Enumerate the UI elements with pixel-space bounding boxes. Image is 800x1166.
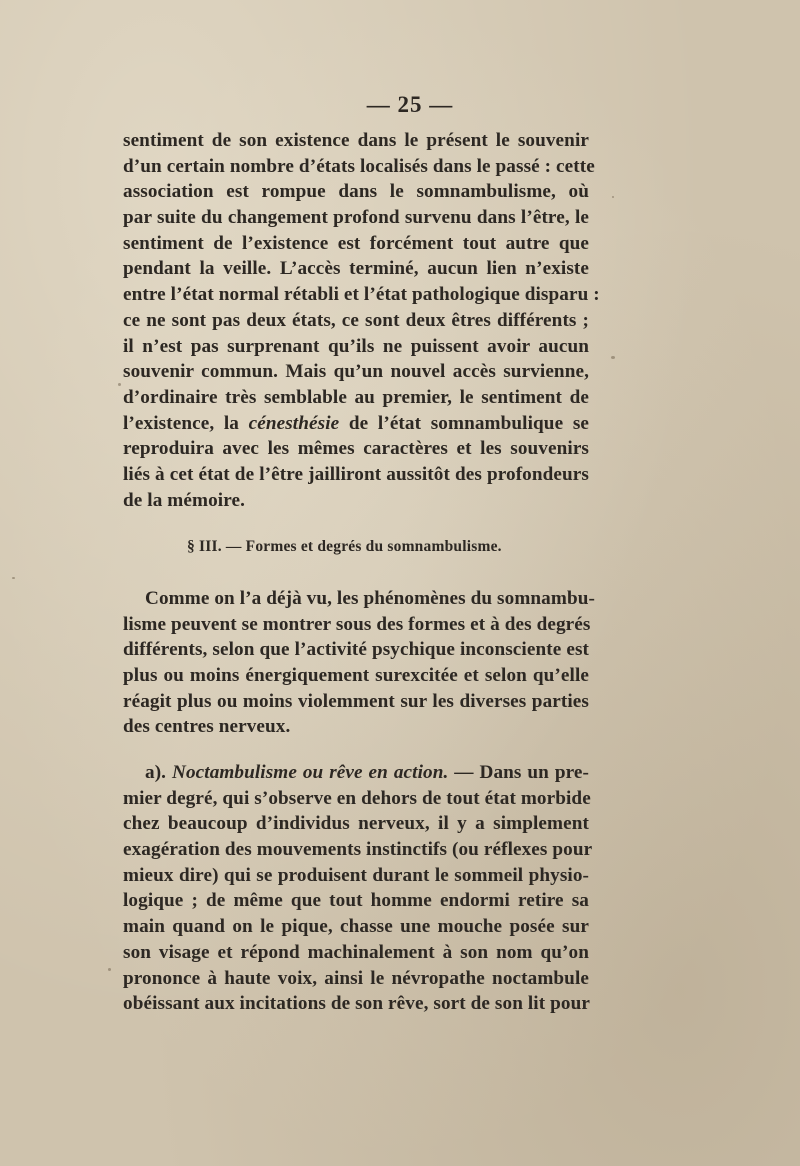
text-line: mieux dire) qui se produisent durant le sommeil physio- bbox=[123, 864, 589, 886]
text-line: Comme on l’a déjà vu, les phénomènes du somnambu- bbox=[145, 588, 595, 609]
text-line: d’un certain nombre d’états localisés dans le passé : cette bbox=[123, 155, 595, 177]
text-line: souvenir commun. Mais qu’un nouvel accès survienne, bbox=[123, 361, 589, 383]
text-line: d’ordinaire très semblable au premier, le sentiment de bbox=[123, 386, 589, 408]
text-line: pendant la veille. L’accès terminé, aucun lien n’existe bbox=[123, 258, 589, 280]
text-line: prononce à haute voix, ainsi le névropathe noctambule bbox=[123, 967, 589, 989]
text-line: des centres nerveux. bbox=[123, 716, 291, 738]
text-line: il n’est pas surprenant qu’ils ne puissent avoir aucun bbox=[123, 335, 589, 357]
paper-speck bbox=[118, 383, 121, 386]
text-line: sentiment de son existence dans le présent le souvenir bbox=[123, 130, 589, 151]
text-line: exagération des mouvements instinctifs (ou réflexes pour bbox=[123, 839, 593, 861]
text-line: de la mémoire. bbox=[123, 489, 245, 511]
section-heading: § III. — Formes et degrés du somnambulisme. bbox=[187, 538, 502, 555]
text-line: réagit plus ou moins violemment sur les diverses parties bbox=[123, 690, 589, 712]
text-line: par suite du changement profond survenu dans l’être, le bbox=[123, 207, 589, 229]
paper-speck bbox=[611, 356, 615, 359]
text-line-with-italic bbox=[123, 760, 589, 786]
paragraph-1 bbox=[123, 128, 600, 513]
text-fragment: l’existence, la bbox=[123, 412, 249, 434]
text-line: logique ; de même que tout homme endormi retire sa bbox=[123, 890, 589, 912]
text-line: chez beaucoup d’individus nerveux, il y a simplement bbox=[123, 813, 589, 835]
text-line: association est rompue dans le somnambulisme, où bbox=[123, 181, 589, 203]
text-line: main quand on le pique, chasse une mouche posée sur bbox=[123, 916, 589, 938]
text-line: sentiment de l’existence est forcément tout autre que bbox=[123, 232, 589, 254]
italic-term: cénesthésie bbox=[248, 412, 340, 434]
text-fragment: de l’état somnambulique se bbox=[339, 412, 590, 434]
text-line: différents, selon que l’activité psychique inconsciente est bbox=[123, 639, 589, 661]
italic-title: Noctambulisme ou rêve en action. bbox=[172, 762, 449, 783]
text-line: reproduira avec les mêmes caractères et les souvenirs bbox=[123, 438, 589, 460]
text-line: liés à cet état de l’être jailliront aussitôt des profondeurs bbox=[123, 463, 589, 485]
text-line-with-italic bbox=[123, 411, 589, 437]
paper-speck bbox=[612, 196, 614, 198]
text-line: mier degré, qui s’observe en dehors de tout état morbide bbox=[123, 787, 591, 809]
text-line: ce ne sont pas deux états, ce sont deux êtres différents ; bbox=[123, 309, 589, 331]
text-fragment: — Dans un pre- bbox=[448, 762, 589, 783]
text-line: son visage et répond machinalement à son nom qu’on bbox=[123, 941, 589, 963]
paper-speck bbox=[12, 577, 15, 579]
text-line: entre l’état normal rétabli et l’état pathologique disparu : bbox=[123, 284, 600, 306]
text-line: plus ou moins énergiquement surexcitée et selon qu’elle bbox=[123, 665, 589, 687]
page-number: — 25 — bbox=[366, 92, 454, 117]
paragraph-2 bbox=[123, 586, 595, 740]
item-label: a). bbox=[145, 762, 172, 783]
text-line: obéissant aux incitations de son rêve, sort de son lit pour bbox=[123, 993, 590, 1015]
text-line: lisme peuvent se montrer sous des formes et à des degrés bbox=[123, 613, 591, 635]
paper-speck bbox=[108, 968, 111, 971]
paragraph-3 bbox=[123, 760, 593, 1017]
